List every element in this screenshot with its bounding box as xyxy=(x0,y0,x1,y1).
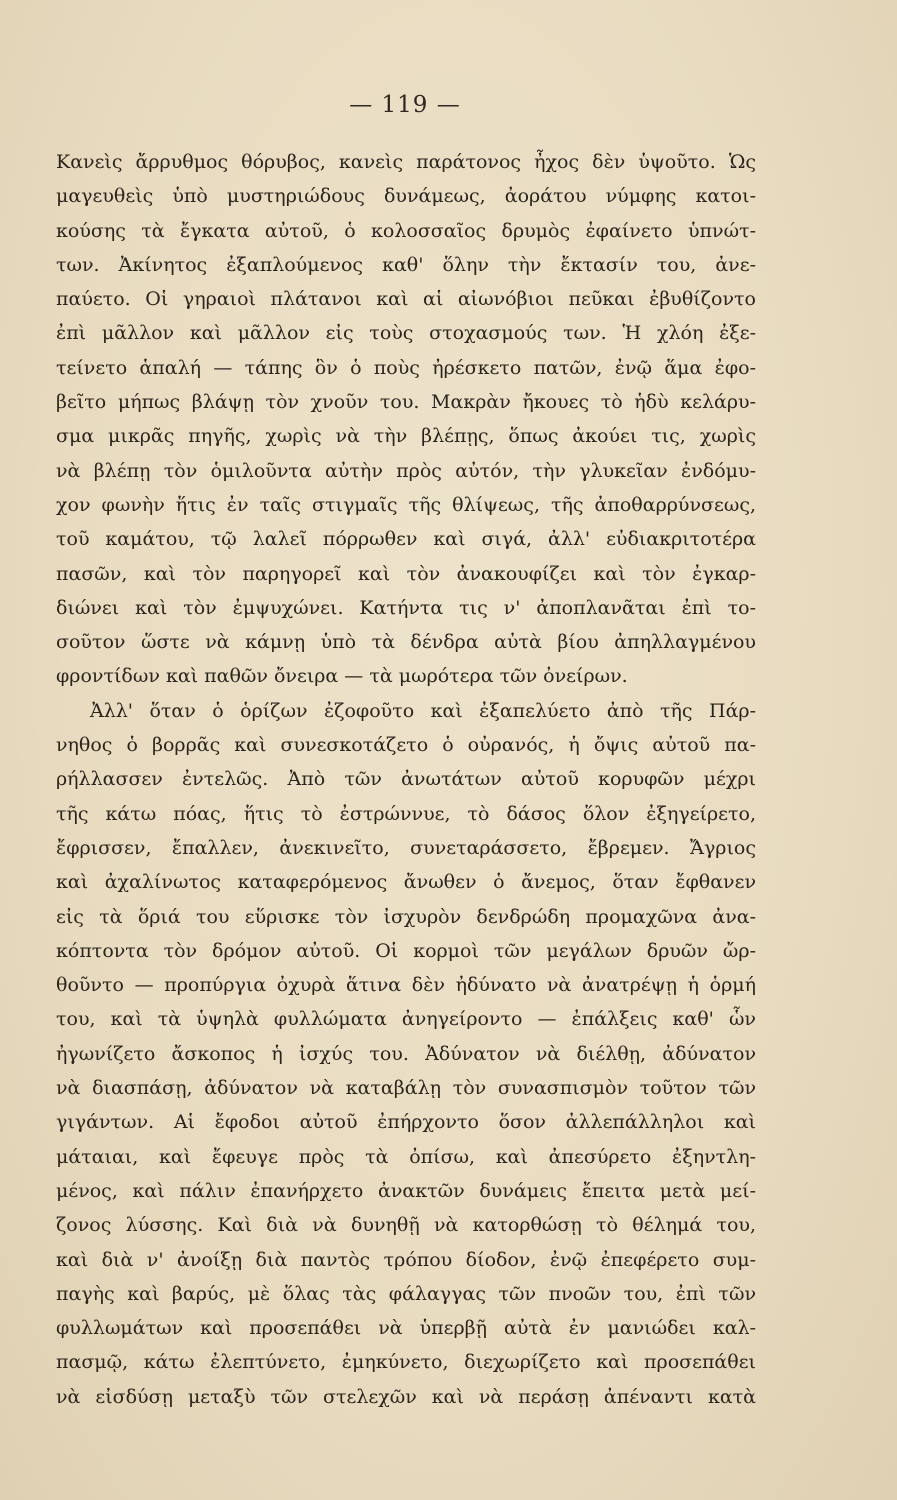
text-line: ἔφρισσεν, ἔπαλλεν, ἀνεκινεῖτο, συνεταράσσετο, ἔβρεμεν. Ἄγριος xyxy=(56,836,756,859)
text-line: καὶ διὰ ν' ἀνοίξῃ διὰ παντὸς τρόπου δίοδον, ἐνῷ ἐπεφέρετο συμ- xyxy=(56,1248,756,1271)
text-line: κούσης τὰ ἔγκατα αὐτοῦ, ὁ κολοσσαῖος δρυμὸς ἐφαίνετο ὑπνώτ- xyxy=(56,219,756,242)
text-line: νὰ διασπάσῃ, ἀδύνατον νὰ καταβάλῃ τὸν συνασπισμὸν τοῦτον τῶν xyxy=(56,1077,756,1100)
text-line: παγὴς καὶ βαρύς, μὲ ὅλας τὰς φάλαγγας τῶν πνοῶν του, ἐπὶ τῶν xyxy=(56,1282,756,1305)
text-line: σμα μικρᾶς πηγῆς, χωρὶς νὰ τὴν βλέπῃς, ὅπως ἀκούει τις, χωρὶς xyxy=(56,425,756,448)
paragraph-start-line: Ἀλλ' ὅταν ὁ ὁρίζων ἐζοφοῦτο καὶ ἐξαπελύετο ἀπὸ τῆς Πάρ- xyxy=(90,699,756,722)
text-line: πασῶν, καὶ τὸν παρηγορεῖ καὶ τὸν ἀνακουφίζει καὶ τὸν ἐγκαρ- xyxy=(56,562,756,585)
text-line: παύετο. Οἱ γηραιοὶ πλάτανοι καὶ αἱ αἰωνόβιοι πεῦκαι ἐβυθίζοντο xyxy=(56,288,756,311)
text-line: χον φωνὴν ἥτις ἐν ταῖς στιγμαῖς τῆς θλίψεως, τῆς ἀποθαρρύνσεως, xyxy=(56,493,756,516)
text-line: σοῦτον ὥστε νὰ κάμνῃ ὑπὸ τὰ δένδρα αὐτὰ βίου ἀπηλλαγμένου xyxy=(56,631,756,654)
text-line: φροντίδων καὶ παθῶν ὄνειρα — τὰ μωρότερα τῶν ὀνείρων. xyxy=(56,665,628,688)
text-line: νὰ εἰσδύσῃ μεταξὺ τῶν στελεχῶν καὶ νὰ περάσῃ ἀπέναντι κατὰ xyxy=(56,1385,756,1408)
text-line: νὰ βλέπῃ τὸν ὁμιλοῦντα αὐτὴν πρὸς αὐτόν, τὴν γλυκεῖαν ἐνδόμυ- xyxy=(56,459,756,482)
text-line: Κανεὶς ἄρρυθμος θόρυβος, κανεὶς παράτονος ἦχος δὲν ὑψοῦτο. Ὡς xyxy=(56,151,756,173)
text-line: μαγευθεὶς ὑπὸ μυστηριώδους δυνάμεως, ἀοράτου νύμφης κατοι- xyxy=(56,185,756,208)
text-line: ζονος λύσσης. Καὶ διὰ νὰ δυνηθῇ νὰ κατορθώσῃ τὸ θέλημά του, xyxy=(56,1214,756,1237)
text-line: φυλλωμάτων καὶ προσεπάθει νὰ ὑπερβῇ αὐτὰ ἐν μανιώδει καλ- xyxy=(56,1317,756,1340)
text-line: τῆς κάτω πόας, ἥτις τὸ ἐστρώννυε, τὸ δάσος ὅλον ἐξηγείρετο, xyxy=(56,802,756,825)
text-line: κόπτοντα τὸν δρόμον αὐτοῦ. Οἱ κορμοὶ τῶν μεγάλων δρυῶν ὤρ- xyxy=(56,939,756,962)
body-text xyxy=(56,145,756,1414)
text-line: τείνετο ἁπαλή — τάπης ὃν ὁ ποὺς ἠρέσκετο πατῶν, ἐνῷ ἅμα ἐφο- xyxy=(56,356,756,379)
text-line: γιγάντων. Αἱ ἔφοδοι αὐτοῦ ἐπήρχοντο ὅσον ἀλλεπάλληλοι καὶ xyxy=(56,1111,756,1134)
text-line: μάταιαι, καὶ ἔφευγε πρὸς τὰ ὀπίσω, καὶ ἀπεσύρετο ἐξηντλη- xyxy=(56,1145,756,1168)
text-line: μένος, καὶ πάλιν ἐπανήρχετο ἀνακτῶν δυνάμεις ἔπειτα μετὰ μεί- xyxy=(56,1179,756,1202)
text-line: εἰς τὰ ὅριά του εὕρισκε τὸν ἰσχυρὸν δενδρώδη προμαχῶνα ἀνα- xyxy=(56,905,756,928)
text-line: θοῦντο — προπύργια ὀχυρὰ ἅτινα δὲν ἠδύνατο νὰ ἀνατρέψῃ ἡ ὁρμή xyxy=(56,974,756,997)
text-line: των. Ἀκίνητος ἐξαπλούμενος καθ' ὅλην τὴν ἔκτασίν του, ἀνε- xyxy=(56,253,756,276)
text-line: τοῦ καμάτου, τῷ λαλεῖ πόρρωθεν καὶ σιγά, ἀλλ' εὐδιακριτοτέρα xyxy=(56,528,756,551)
text-line: ἐπὶ μᾶλλον καὶ μᾶλλον εἰς τοὺς στοχασμούς των. Ἡ χλόη ἐξε- xyxy=(56,322,756,345)
text-line: διώνει καὶ τὸν ἐμψυχώνει. Κατήντα τις ν' ἀποπλανᾶται ἐπὶ το- xyxy=(56,596,756,619)
text-line: νηθος ὁ βορρᾶς καὶ συνεσκοτάζετο ὁ οὐρανός, ἡ ὄψις αὐτοῦ πα- xyxy=(56,734,756,757)
text-line: βεῖτο μήπως βλάψῃ τὸν χνοῦν του. Μακρὰν ἤκουες τὸ ἡδὺ κελάρυ- xyxy=(56,391,756,414)
page-number: — 119 — xyxy=(349,92,461,118)
text-line: του, καὶ τὰ ὑψηλὰ φυλλώματα ἀνηγείροντο — ἐπάλξεις καθ' ὧν xyxy=(56,1008,756,1031)
text-line: ρήλλασσεν ἐντελῶς. Ἀπὸ τῶν ἀνωτάτων αὐτοῦ κορυφῶν μέχρι xyxy=(56,768,756,791)
text-line: πασμῷ, κάτω ἐλεπτύνετο, ἐμηκύνετο, διεχωρίζετο καὶ προσεπάθει xyxy=(56,1351,756,1374)
text-line: ἠγωνίζετο ἄσκοπος ἡ ἰσχύς του. Ἀδύνατον νὰ διέλθῃ, ἀδύνατον xyxy=(56,1042,756,1065)
text-line: καὶ ἀχαλίνωτος καταφερόμενος ἄνωθεν ὁ ἄνεμος, ὅταν ἔφθανεν xyxy=(56,871,756,894)
